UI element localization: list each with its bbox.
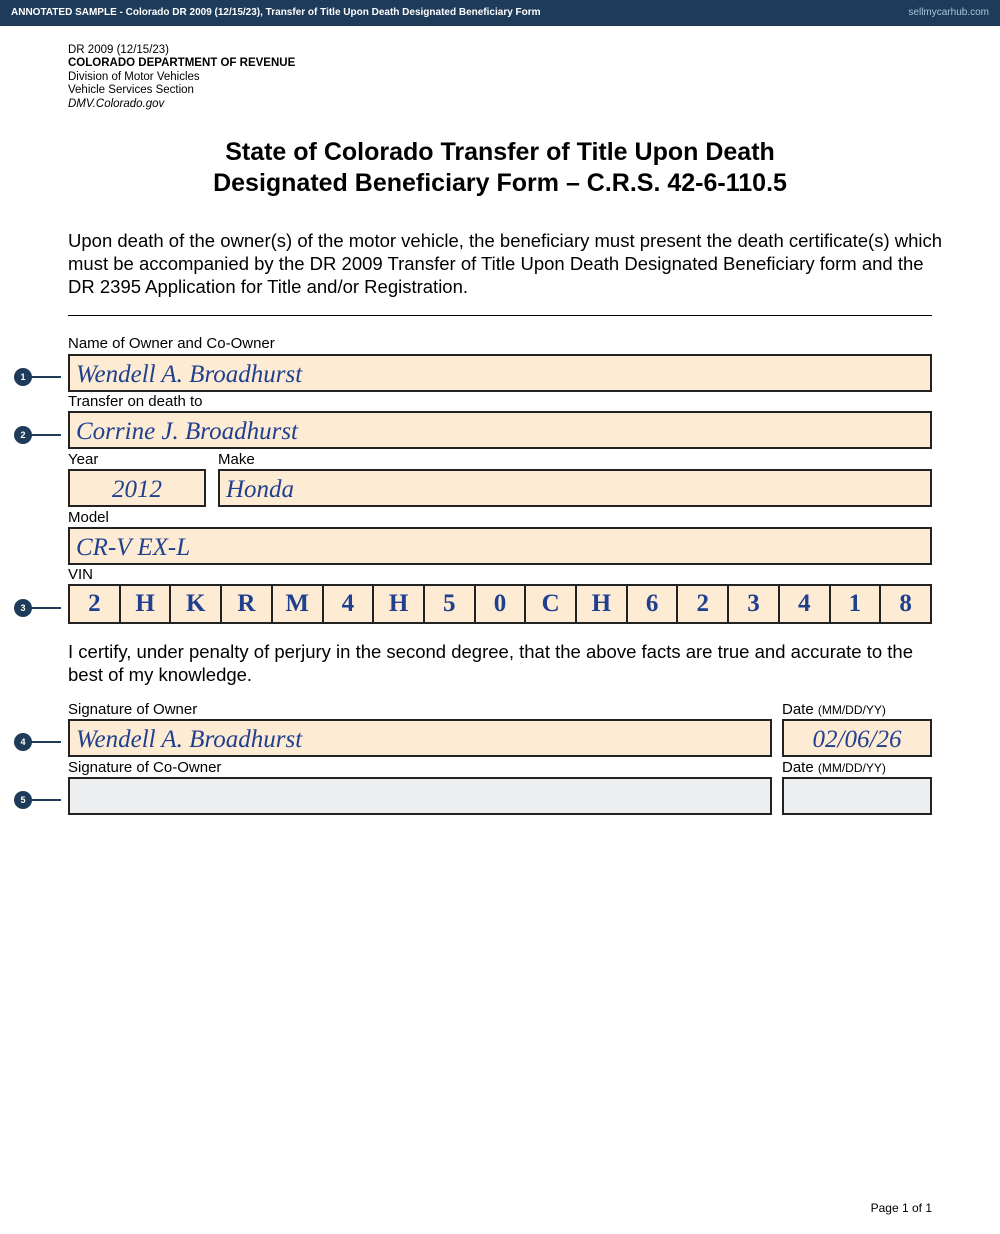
owner-signature-label: Signature of Owner	[68, 701, 198, 718]
year-label: Year	[68, 451, 99, 468]
vin-character: 0	[476, 586, 527, 622]
year-value: 2012	[112, 476, 162, 503]
vin-character: C	[526, 586, 577, 622]
vin-character: 4	[324, 586, 375, 622]
marker-number: 4	[14, 733, 32, 751]
make-value: Honda	[226, 476, 295, 503]
owner-date-field[interactable]	[782, 719, 932, 757]
year-field[interactable]	[68, 469, 206, 507]
owner-signature-field[interactable]	[68, 719, 772, 757]
vin-character: H	[121, 586, 172, 622]
vin-character: 1	[831, 586, 882, 622]
vin-character: H	[577, 586, 628, 622]
marker-number: 3	[14, 599, 32, 617]
vin-character: 4	[780, 586, 831, 622]
date-format-hint: (MM/DD/YY)	[817, 761, 886, 775]
annotation-marker-5	[14, 791, 48, 809]
annotation-banner	[0, 0, 1000, 26]
vin-character: 2	[70, 586, 121, 622]
form-title-line-2: Designated Beneficiary Form – C.R.S. 42-6-110.5	[213, 169, 787, 197]
vin-character: 3	[729, 586, 780, 622]
banner-site-link[interactable]: sellmycarhub.com	[908, 7, 989, 18]
annotation-marker-4	[14, 733, 48, 751]
marker-number: 2	[14, 426, 32, 444]
vin-character: H	[374, 586, 425, 622]
intro-paragraph: Upon death of the owner(s) of the motor vehicle, the beneficiary must present the death certificate(s) which must be accompanied by the DR 2009 Transfer of Title Upon Death Designated Beneficiary form and the DR 2395 Application for Title and/or Registration.	[68, 230, 943, 297]
vin-character: 6	[628, 586, 679, 622]
annotation-marker-3	[14, 599, 48, 617]
coowner-date-label	[782, 759, 886, 777]
owner-signature-value: Wendell A. Broadhurst	[76, 726, 303, 753]
marker-number: 5	[14, 791, 32, 809]
make-field[interactable]	[218, 469, 932, 507]
owner-name-value: Wendell A. Broadhurst	[76, 361, 303, 388]
vin-character: 8	[899, 590, 912, 617]
annotation-marker-2	[14, 426, 48, 444]
banner-title: ANNOTATED SAMPLE - Colorado DR 2009 (12/15/23), Transfer of Title Upon Death Designated Beneficiary Form	[11, 7, 541, 18]
coowner-signature-field[interactable]	[68, 777, 772, 815]
vin-character: M	[273, 586, 324, 622]
vin-character: K	[171, 586, 222, 622]
owner-date-label	[782, 701, 886, 719]
division-name: Division of Motor Vehicles	[68, 71, 200, 83]
beneficiary-name-field[interactable]	[68, 411, 932, 449]
vin-character: 2	[678, 586, 729, 622]
model-value: CR-V EX-L	[76, 534, 191, 561]
vin-label: VIN	[68, 566, 94, 583]
date-label-text: Date	[782, 701, 814, 718]
marker-number: 1	[14, 368, 32, 386]
vin-character: 5	[425, 586, 476, 622]
page-number: Page 1 of 1	[870, 1201, 932, 1215]
vin-field[interactable]	[68, 584, 932, 624]
annotation-marker-1	[14, 368, 48, 386]
owner-label: Name of Owner and Co-Owner	[68, 335, 275, 352]
transfer-label: Transfer on death to	[68, 393, 203, 410]
date-label-text: Date	[782, 759, 814, 776]
certification-statement: I certify, under penalty of perjury in the second degree, that the above facts are true and accurate to the best of my knowledge.	[68, 641, 914, 685]
vin-character: R	[222, 586, 273, 622]
coowner-signature-label: Signature of Co-Owner	[68, 759, 222, 776]
dmv-website: DMV.Colorado.gov	[68, 98, 165, 110]
department-name: COLORADO DEPARTMENT OF REVENUE	[68, 57, 296, 69]
beneficiary-name-value: Corrine J. Broadhurst	[76, 418, 298, 445]
section-name: Vehicle Services Section	[68, 84, 194, 96]
date-format-hint: (MM/DD/YY)	[817, 703, 886, 717]
divider	[68, 315, 932, 316]
form-title-line-1: State of Colorado Transfer of Title Upon Death	[225, 138, 775, 166]
make-label: Make	[218, 451, 255, 468]
form-id: DR 2009 (12/15/23)	[68, 44, 170, 56]
model-field[interactable]	[68, 527, 932, 565]
owner-date-value: 02/06/26	[812, 726, 902, 753]
owner-name-field[interactable]	[68, 354, 932, 392]
model-label: Model	[68, 509, 109, 526]
coowner-date-field[interactable]	[782, 777, 932, 815]
